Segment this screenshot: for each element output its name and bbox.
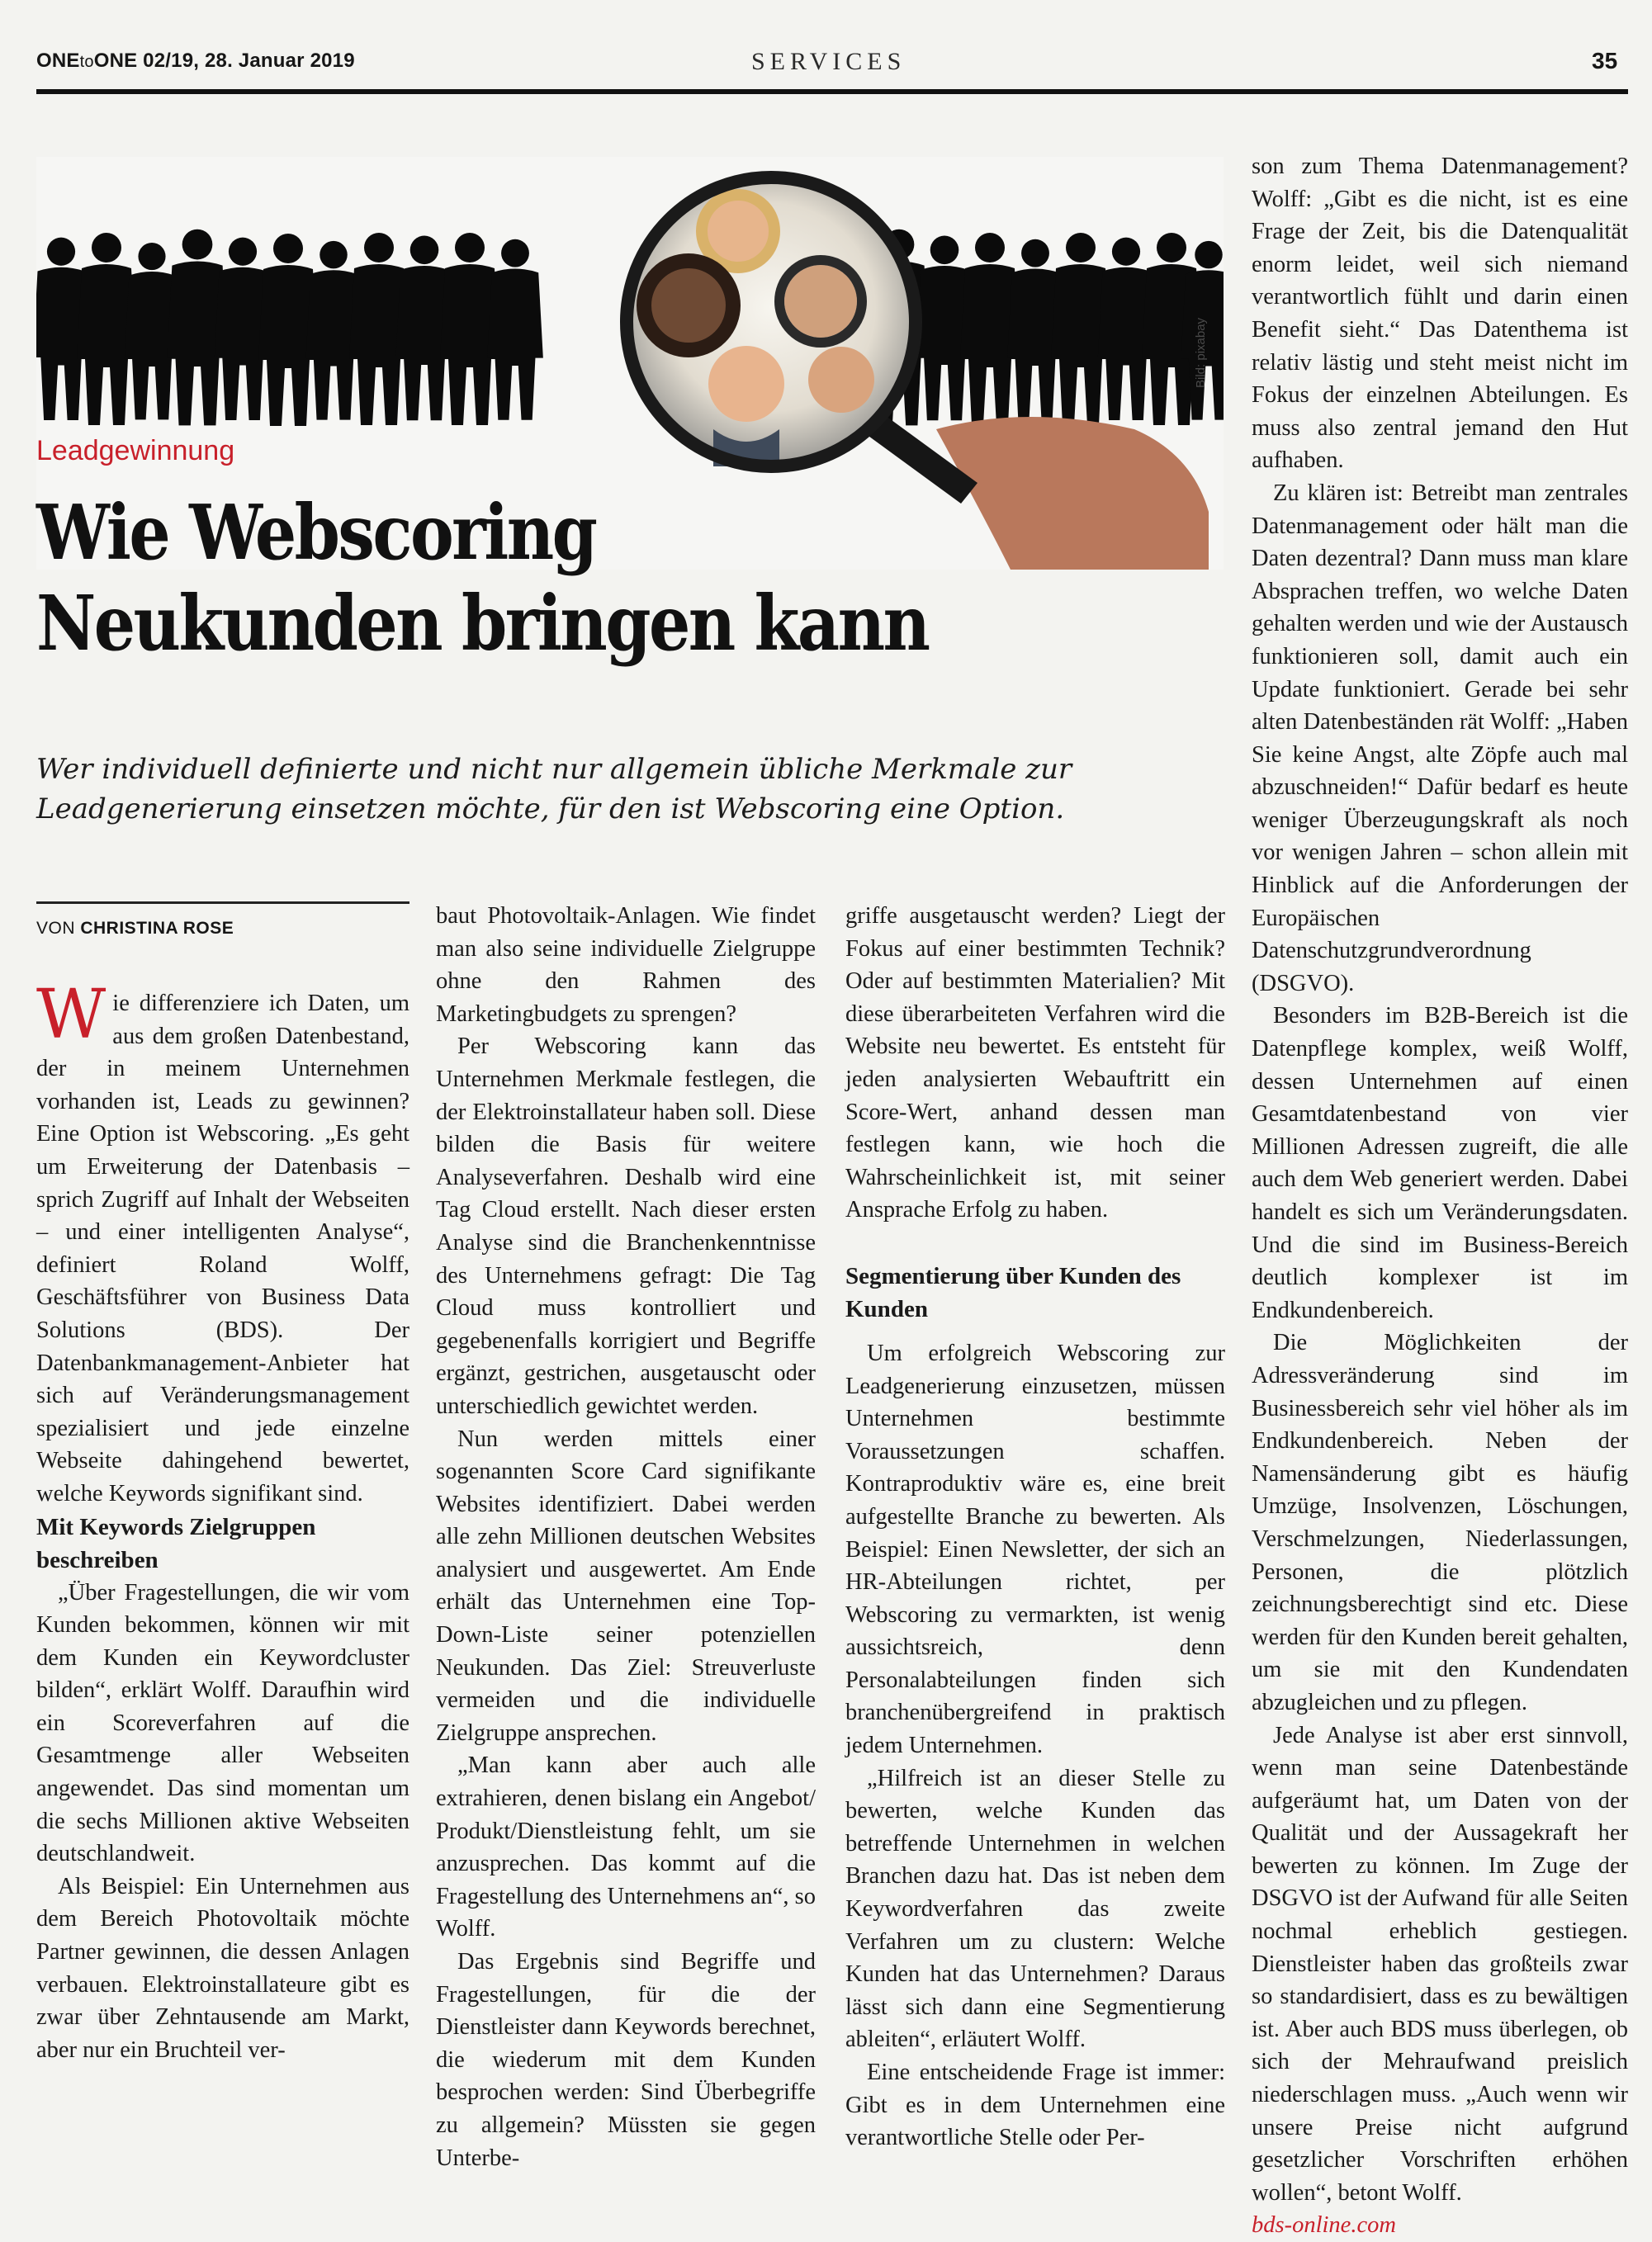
paragraph: Zu klären ist: Betreibt man zentrales Datenmanagement oder hält man die Daten dezentral? Dann muss man klare Absprachen treffen, wo welche Daten gehalten werden und wie der Austausch funktionieren soll, damit auch ein Update funktioniert. Gerade bei sehr alten Datenbeständen rät Wolff: „Haben Sie keine Angst, alte Zöpfe auch mal abzuschneiden!“ Dafür bedarf es heute weniger Überzeugungskraft als noch vor wenigen Jahren – schon allein mit Hinblick auf die Anforderungen der Europäischen Datenschutzgrundverordnung (DSGVO). <box>1252 480 1628 996</box>
byline-prefix: VON <box>36 919 81 938</box>
paragraph: Die Möglichkeiten der Adressveränderung sind im Businessbereich sehr viel höher als im Endkundenbereich. Neben der Namensänderung gibt es häufig Umzüge, Insolvenzen, Löschungen, Verschmelzungen, Niederlassungen, Personen, die plötzlich zeichnungsberechtigt sind etc. Diese werden für den Kunden bereit gehalten, um sie mit den Kundendaten abzugleichen und zu pflegen. <box>1252 1330 1628 1715</box>
header-rule <box>36 89 1628 94</box>
byline-author: CHRISTINA ROSE <box>80 919 234 938</box>
paragraph: Jede Analyse ist aber erst sinnvoll, wenn man seine Datenbestände aufgeräumt hat, um Daten von der Qualität und der Aussagekraft her bewerten zu können. Im Zuge der DSGVO ist der Aufwand für alle Seiten nochmal erheblich gestiegen. Dienstleister haben das großteils zwar so standardisiert, dass es zu bewältigen ist. Aber auch BDS muss überlegen, ob sich der Mehraufwand preislich niederschlagen muss. „Auch wenn wir unsere Preise nicht aufgrund gesetzlicher Vorschriften erhöhen wollen“, betont Wolff. <box>1252 1722 1628 2206</box>
website-link[interactable]: bds-online.com <box>1252 2212 1396 2239</box>
paragraph <box>36 976 409 1511</box>
paragraph: Als Beispiel: Ein Unternehmen aus dem Bereich Photovoltaik möchte Partner gewinnen, die dessen Anlagen verbauen. Elektroinstallateure gibt es zwar über Zehntausende am Markt, aber nur ein Bruchteil ver- <box>36 1873 409 2063</box>
byline <box>36 919 234 939</box>
page-number: 35 <box>1592 48 1618 73</box>
magazine-name-to: to <box>79 53 94 71</box>
body-column-1 <box>36 976 409 2066</box>
paragraph: „Über Fragestellungen, die wir vom Kunden bekommen, können wir mit dem Kunden ein Keywordcluster bilden“, erklärt Wolff. Daraufhin wird ein Scoreverfahren auf die Gesamtmenge aller Webseiten angewendet. Das sind momentan um die sechs Millionen aktive Webseiten deutschlandweit. <box>36 1579 409 1867</box>
deck: Wer individuell definierte und nicht nur allgemein übliche Merkmale zur Leadgenerierung einsetzen möchte, für den ist Webscoring eine Option. <box>36 753 1072 825</box>
paragraph: Um erfolgreich Webscoring zur Leadgenerierung einzusetzen, müssen Unternehmen bestimmte Voraussetzungen schaffen. Kontraproduktiv wäre es, eine breit aufgestellte Branche zu bewerten. Als Beispiel: Einen Newsletter, der sich an HR-Abteilungen richtet, per Webscoring zu vermarkten, ist wenig aussichtsreich, denn Personalabteilungen finden sich branchenübergreifend in praktisch jedem Unternehmen. <box>845 1340 1225 1759</box>
photo-credit: Bild: pixabay <box>1194 317 1208 388</box>
byline-rule <box>36 901 409 904</box>
paragraph: „Hilfreich ist an dieser Stelle zu bewerten, welche Kunden das betreffende Unternehmen in welchen Branchen dazu hat. Das ist neben dem Keywordverfahren das zweite Verfahren um zu clustern: Welche Kunden hat das Unternehmen? Daraus lässt sich dann eine Segmentierung ableiten“, erläutert Wolff. <box>845 1765 1225 2053</box>
paragraph: baut Photovoltaik-Anlagen. Wie findet man also seine individuelle Zielgruppe ohne den Rahmen des Marketingbudgets zu sprengen? <box>436 903 816 1027</box>
paragraph: son zum Thema Datenmanagement? Wolff: „Gibt es die nicht, ist es eine Frage der Zeit, bis die Datenqualität enorm leidet, weil sich niemand verantwortlich fühlt und darin einen Benefit sieht.“ Das Datenthema ist relativ lästig und steht meist nicht im Fokus der einzelnen Abteilungen. Es muss also zentral jemand den Hut aufhaben. <box>1252 154 1628 474</box>
body-column-2 <box>436 900 816 2174</box>
paragraph: Das Ergebnis sind Begriffe und Fragestellungen, für die der Dienstleister dann Keywords berechnet, die wiederum mit dem Kunden besprochen werden: Sind Überbegriffe zu allgemein? Müssten sie gegen Unterbe- <box>436 1949 816 2171</box>
headline <box>36 487 1044 669</box>
issue-date: ONE 02/19, 28. Januar 2019 <box>93 50 355 72</box>
issue-line <box>36 50 355 73</box>
magazine-name-strong: ONE <box>36 50 80 72</box>
paragraph: Per Webscoring kann das Unternehmen Merkmale festlegen, die der Elektroinstallateur haben soll. Diese bilden die Basis für weitere Analyseverfahren. Deshalb wird eine Tag Cloud erstellt. Nach dieser ersten Analyse sind die Branchenkenntnisse des Unternehmens gefragt: Die Tag Cloud muss kontrolliert und gegebenenfalls korrigiert und Begriffe ergänzt, gestrichen, ausgetauscht oder unterschiedlich gewichtet werden. <box>436 1033 816 1419</box>
body-column-3 <box>845 900 1225 2154</box>
drop-cap: W <box>36 976 107 1054</box>
headline-line-1: Wie Webscoring <box>36 488 596 577</box>
kicker: Leadgewinnung <box>36 435 235 466</box>
headline-line-2: Neukunden bringen kann <box>36 579 929 669</box>
body-column-4 <box>1252 150 1628 2242</box>
subheading: Mit Keywords Zielgruppen beschreiben <box>36 1513 316 1573</box>
paragraph: Besonders im B2B-Bereich ist die Datenpflege komplex, weiß Wolff, dessen Unternehmen auf einen Gesamtdatenbestand von vier Millionen Adressen zugreift, die alle auch dem Web generiert werden. Dabei handelt es sich um Veränderungsdaten. Und die sind im Business-Bereich deutlich komplexer ist im Endkundenbereich. <box>1252 1003 1628 1323</box>
paragraph: griffe ausgetauscht werden? Liegt der Fokus auf einer bestimmten Technik? Oder auf bestimmten Materialien? Mit diese überarbeiteten Verfahren wird die Website neu bewertet. Es entsteht für jeden analysierten Webauftritt ein Score-Wert, anhand dessen man festlegen kann, wie hoch die Wahrscheinlichkeit ist, mit seiner Ansprache Erfolg zu haben. <box>845 903 1225 1223</box>
weblink-line <box>1252 2209 1628 2242</box>
subheading: Segmentierung über Kunden des Kunden <box>845 1262 1181 1322</box>
paragraph: Nun werden mittels einer sogenannten Score Card signifikante Websites identifiziert. Dabei werden alle zehn Millionen deutschen Websites analysiert und ausgewertet. Am Ende erhält das Unternehmen eine Top-Down-Liste seiner potenziellen Neukunden. Das Ziel: Streuverluste vermeiden und die individuelle Zielgruppe ansprechen. <box>436 1426 816 1746</box>
paragraph: Eine entscheidende Frage ist immer: Gibt es in dem Unternehmen eine verantwortliche Stelle oder Per- <box>845 2060 1225 2151</box>
paragraph-text: ie differenziere ich Daten, um aus dem großen Datenbestand, der in meinem Unternehmen vorhanden ist, Leads zu gewinnen? Eine Option ist Webscoring. „Es geht um Erweiterung der Datenbasis – sprich Zugriff auf Inhalt der Webseiten – und einer intelligenten Analyse“, definiert Roland Wolff, Geschäftsführer von Business Data Solutions (BDS). Der Datenbankmanagement-Anbieter hat sich auf Veränderungsmanagement spezialisiert und jede einzelne Webseite dahingehend bewertet, welche Keywords signifikant sind. <box>36 991 409 1506</box>
section-label: SERVICES <box>751 48 906 75</box>
paragraph: „Man kann aber auch alle extrahieren, denen bislang ein Angebot/ Produkt/Dienstleistung fehlt, um sie anzusprechen. Das kommt auf die Fragestellung des Unternehmens an“, so Wolff. <box>436 1752 816 1942</box>
